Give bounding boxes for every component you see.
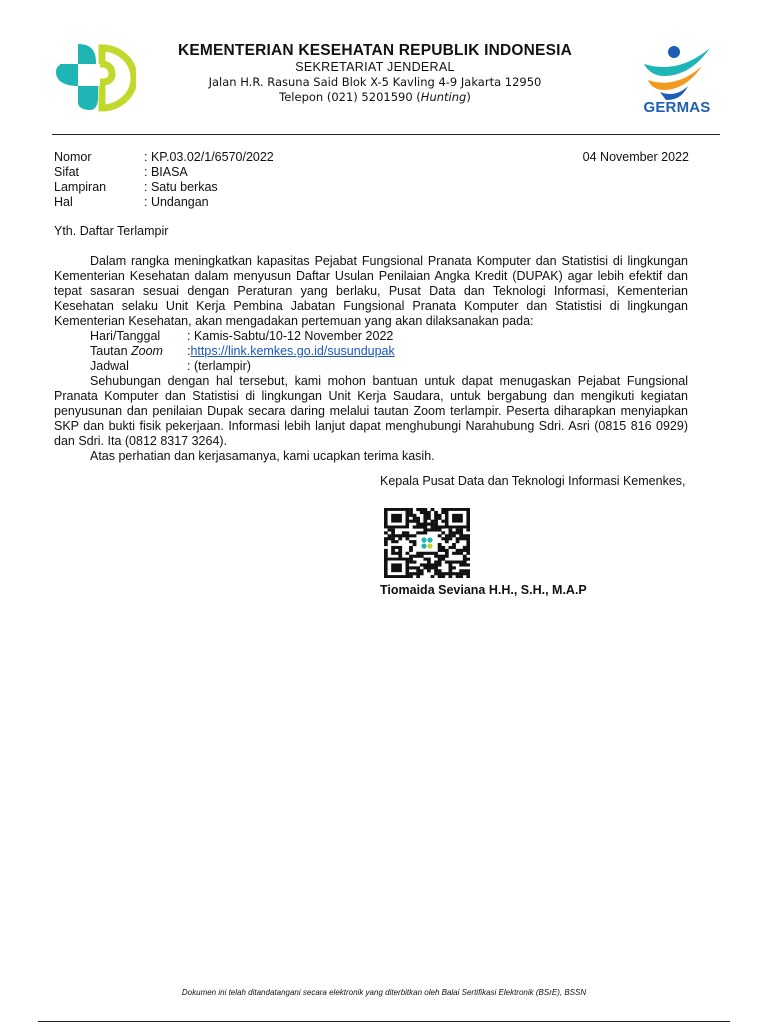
- body-paragraph-2: Sehubungan dengan hal tersebut, kami mohon bantuan untuk dapat menugaskan Pejabat Fungsional Pranata Komputer dan Statistisi di lingkungan Unit Kerja Saudara, untuk bergabung dan mengikuti kegiatan penyusunan dan penilaian Dupak secara daring melalui tautan Zoom terlampir. Peserta diharapkan menyiapkan SKP dan bukti fisik pekerjaan. Informasi lebih lanjut dapat menghubungi Narahubung Sdri. Asri (0815 816 0929) dan Sdri. Ita (0812 8317 3264).: [54, 374, 688, 448]
- reference-value: : KP.03.02/1/6570/2022: [144, 150, 274, 164]
- schedule-value: : (terlampir): [187, 359, 251, 373]
- phone-prefix: Telepon (021) 5201590 (: [279, 89, 421, 104]
- schedule-label: Hari/Tanggal: [90, 329, 161, 343]
- schedule-row: [90, 329, 688, 344]
- reference-label: Sifat: [54, 165, 80, 179]
- reference-value: : BIASA: [144, 165, 188, 179]
- schedule-colon: :: [187, 344, 191, 358]
- schedule-block: [54, 329, 688, 374]
- body-paragraph-1: Dalam rangka meningkatkan kapasitas Pejabat Fungsional Pranata Komputer dan Statistisi di lingkungan Kementerian Kesehatan dalam menyusun Daftar Usulan Penilaian Angka Kredit (DUPAK) agar lebih efektif dan tepat sasaran sesuai dengan Peraturan yang berlaku, Pusat Data dan Teknologi Informasi, Kementerian Kesehatan selaku Unit Kerja Pembina Jabatan Fungsional Pranata Komputer dan Statistisi di lingkungan Kementerian Kesehatan, akan mengadakan pertemuan yang akan dilaksanakan pada:: [54, 254, 688, 328]
- phone-hunting: Hunting: [420, 89, 467, 104]
- reference-label: Nomor: [54, 150, 92, 164]
- reference-block: [54, 150, 274, 210]
- letterhead-title: KEMENTERIAN KESEHATAN REPUBLIK INDONESIA: [177, 42, 573, 59]
- schedule-row: [90, 359, 688, 374]
- reference-label: Lampiran: [54, 180, 107, 194]
- footer-note: Dokumen ini telah ditandatangani secara elektronik yang diterbitkan oleh Balai Sertifikasi Elektronik (BSrE), BSSN: [181, 988, 587, 997]
- signer-name: Tiomaida Seviana H.H., S.H., M.A.P: [380, 583, 587, 597]
- kemenkes-logo: [52, 42, 136, 112]
- link-label-prefix: Tautan: [90, 344, 132, 358]
- reference-label: Hal: [54, 195, 73, 209]
- schedule-label: Jadwal: [90, 359, 129, 373]
- reference-value: : Satu berkas: [144, 180, 218, 194]
- link-label-italic: Zoom: [131, 344, 163, 358]
- reference-row: [54, 165, 274, 180]
- signer-position: Kepala Pusat Data dan Teknologi Informasi Kemenkes,: [380, 474, 686, 488]
- reference-value: : Undangan: [144, 195, 209, 209]
- phone-suffix: ): [466, 89, 471, 104]
- schedule-label: [90, 344, 187, 359]
- signature-block: [380, 474, 690, 489]
- letterhead-phone: [140, 90, 610, 105]
- letter-body: [54, 254, 688, 464]
- footer-divider: [38, 1021, 730, 1022]
- letterhead: [140, 42, 610, 104]
- letterhead-subtitle: SEKRETARIAT JENDERAL: [295, 60, 455, 74]
- schedule-value: : Kamis-Sabtu/10-12 November 2022: [187, 329, 394, 343]
- zoom-link[interactable]: https://link.kemkes.go.id/susundupak: [190, 344, 395, 358]
- closing-line: Atas perhatian dan kerjasamanya, kami ucapkan terima kasih.: [90, 449, 435, 463]
- letter-date: 04 November 2022: [582, 150, 689, 164]
- salutation: Yth. Daftar Terlampir: [54, 224, 169, 238]
- reference-row: [54, 150, 274, 165]
- schedule-row: [90, 344, 688, 359]
- letterhead-divider: [52, 134, 720, 135]
- reference-row: [54, 180, 274, 195]
- qr-code-icon: [384, 508, 470, 578]
- reference-row: [54, 195, 274, 210]
- letterhead-address: Jalan H.R. Rasuna Said Blok X-5 Kavling 4-9 Jakarta 12950: [208, 75, 542, 89]
- germas-wordmark: GERMAS: [643, 99, 711, 116]
